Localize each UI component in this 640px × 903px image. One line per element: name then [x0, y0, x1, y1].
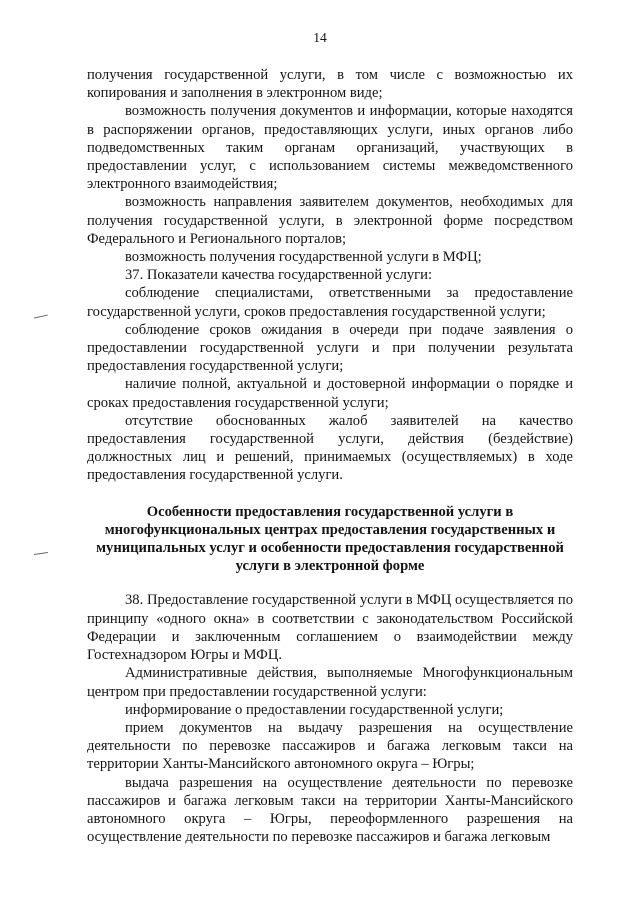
paragraph: Административные действия, выполняемые Многофункциональным центром при предоставлении государственной услуги: — [87, 665, 573, 700]
paragraph: 38. Предоставление государственной услуги в МФЦ осуществляется по принципу «одного окна» в соответствии с законодательством Российской Федерации и заключенным соглашением о взаимодействии между Гостехнадзором Югры и МФЦ. — [87, 592, 573, 664]
paragraph: отсутствие обоснованных жалоб заявителей на качество предоставления государственной услуги, действия (бездействие) должностных лиц и решений, принимаемых (осуществляемых) в ходе предоставления государственной услуги. — [87, 412, 573, 484]
margin-mark — [34, 552, 48, 556]
paragraph: соблюдение сроков ожидания в очереди при подаче заявления о предоставлении государственной услуги и при получении результата предоставления государственной услуги; — [87, 321, 573, 375]
paragraph: возможность получения документов и информации, которые находятся в распоряжении органов, предоставляющих услуги, иных органов либо подведомственных таким органам организаций, участвующих в предоставлении услуг, с использованием системы межведомственного электронного взаимодействия; — [87, 103, 573, 193]
paragraph: возможность направления заявителем документов, необходимых для получения государственной услуги, в электронной форме посредством Федерального и Регионального порталов; — [87, 194, 573, 247]
paragraph: прием документов на выдачу разрешения на осуществление деятельности по перевозке пассажиров и багажа легковым такси на территории Ханты-Мансийского автономного округа – Югры; — [87, 719, 573, 773]
margin-mark — [34, 315, 48, 320]
paragraph: получения государственной услуги, в том числе с возможностью их копирования и заполнения в электронном виде; — [87, 67, 573, 102]
paragraph: возможность получения государственной услуги в МФЦ; — [125, 249, 482, 266]
paragraph: информирование о предоставлении государственной услуги; — [125, 701, 504, 718]
section-heading: Особенности предоставления государственной услуги в многофункциональных центрах предоставления государственных и муниципальных услуг и особенности предоставления государственной услуги в электронной форме — [96, 503, 564, 575]
page-number: 14 — [313, 30, 327, 45]
paragraph: соблюдение специалистами, ответственными за предоставление государственной услуги, сроков предоставления государственной услуги; — [87, 285, 573, 320]
paragraph: выдача разрешения на осуществление деятельности по перевозке пассажиров и багажа легковым такси на территории Ханты-Мансийского автономного округа – Югры, переоформленного разрешения на осуществление деятельности по перевозке пассажиров и багажа легковым — [87, 774, 573, 846]
paragraph: наличие полной, актуальной и достоверной информации о порядке и сроках предоставления государственной услуги; — [87, 376, 573, 411]
document-body — [87, 66, 573, 846]
paragraph: 37. Показатели качества государственной услуги: — [125, 267, 433, 284]
